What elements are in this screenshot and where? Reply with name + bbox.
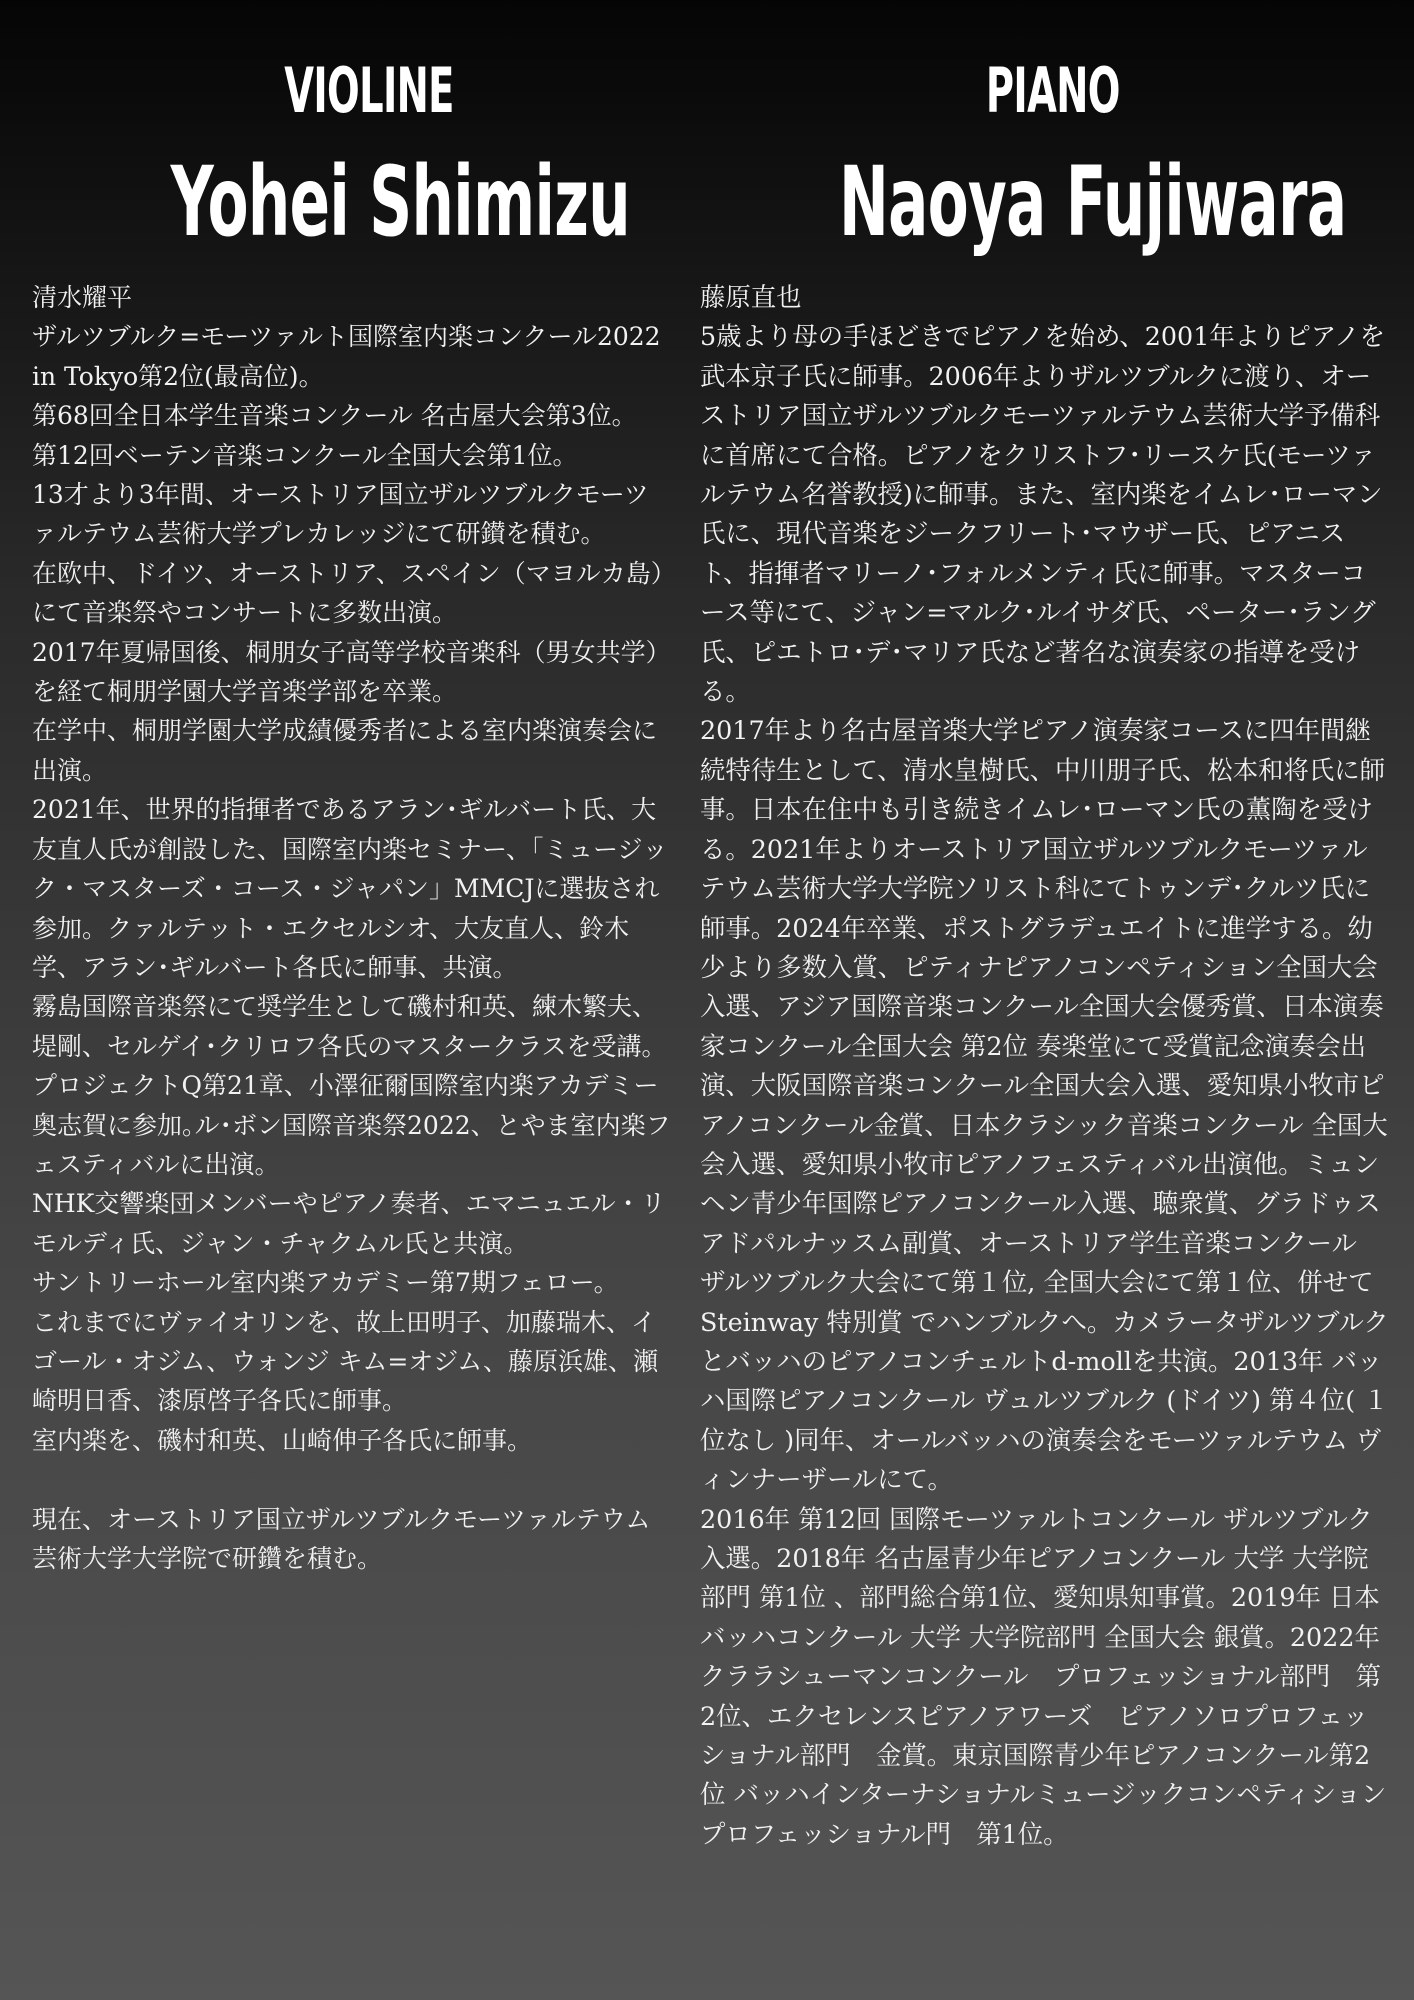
bio-paragraph: 現在、オーストリア国立ザルツブルクモーツァルテウム芸術大学大学院で研鑽を積む。 — [32, 1504, 651, 1573]
bio-paragraph: 5歳より母の手ほどきでピアノを始め、2001年よりピアノを武本京子氏に師事。2006年よりザルツブルクに渡り、オーストリア国立ザルツブルクモーツァルテウム芸術大学予備科に首席にて合格。ピアノをクリストフ･リースケ氏(モーツァルテウム名誉教授)に師事。また、室内楽をイムレ･ローマン氏に、現代音楽をジークフリート･マウザー氏、ピアニスト、指揮者マリーノ･フォルメンティ氏に師事。マスターコース等にて、ジャン=マルク･ルイサダ氏、ペーター･ラング氏、ピエトロ･デ･マリア氏など著名な演奏家の指導を受ける。 — [700, 321, 1386, 707]
bio-spacer — [32, 1460, 672, 1499]
violin-instrument-label: VIOLINE — [284, 54, 454, 127]
piano-performer-name: Naoya Fujiwara — [838, 146, 1347, 258]
piano-instrument-label: PIANO — [985, 54, 1120, 127]
bio-paragraph: ザルツブルク=モーツァルト国際室内楽コンクール2022 in Tokyo第2位(最高位)。 — [32, 322, 661, 391]
violin-bio — [32, 278, 672, 1578]
bio-paragraph: 第68回全日本学生音楽コンクール 名古屋大会第3位。 — [32, 401, 637, 431]
bio-paragraph: 2017年より名古屋音楽大学ピアノ演奏家コースに四年間継続特待生として、清水皇樹氏、中川朋子氏、松本和将氏に師事。日本在住中も引き続きイムレ･ローマン氏の薫陶を受ける。2021年よりオーストリア国立ザルツブルクモーツァルテウム芸術大学大学院ソリスト科にてトゥンデ･クルツ氏に師事。2024年卒業、ポストグラデュエイトに進学する。幼少より多数入賞、ピティナピアノコンペティション全国大会入選、アジア国際音楽コンクール全国大会優秀賞、日本演奏家コンクール全国大会 第2位 奏楽堂にて受賞記念演奏会出演、大阪国際音楽コンクール全国大会入選、愛知県小牧市ピアノコンクール金賞、日本クラシック音楽コンクール 全国大会入選、愛知県小牧市ピアノフェスティバル出演他。ミュンヘン青少年国際ピアノコンクール入選、聴衆賞、グラドゥスアドパルナッスム副賞、オーストリア学生音楽コンクール ザルツブルク大会にて第１位, 全国大会にて第１位、併せて Steinway 特別賞 でハンブルクへ。カメラータザルツブルクとバッハのピアノコンチェルトd-mollを共演。2013年 バッハ国際ピアノコンクール ヴュルツブルク (ドイツ) 第４位( １位なし )同年、オールバッハの演奏会をモーツァルテウム ヴィンナーザールにて。 — [700, 715, 1389, 1495]
violin-performer-name: Yohei Shimizu — [170, 146, 631, 258]
bio-paragraph: 2017年夏帰国後、桐朋女子高等学校音楽科（男女共学）を経て桐朋学園大学音楽学部を卒業。 — [32, 637, 671, 707]
bio-paragraph: プロジェクトQ第21章、小澤征爾国際室内楽アカデミー奥志賀に参加｡ル･ボン国際音楽祭2022、とやま室内楽フェスティバルに出演。 — [32, 1071, 671, 1179]
bio-paragraph: 在欧中、ドイツ、オーストリア、スペイン（マヨルカ島）にて音楽祭やコンサートに多数出演。 — [32, 558, 664, 628]
bio-paragraph: 2016年 第12回 国際モーツァルトコンクール ザルツブルク 入選。2018年 名古屋青少年ピアノコンクール 大学 大学院部門 第1位 、部門総合第1位、愛知県知事賞。2019年 日本バッハコンクール 大学 大学院部門 全国大会 銀賞。2022年 クララシューマンコンクール プロフェッショナル部門 第2位、エクセレンスピアノアワーズ ピアノソロプロフェッショナル部門 金賞。東京国際青少年ピアノコンクール第2位 バッハインターナショナルミュージックコンペティションプロフェッショナル門 第1位。 — [700, 1503, 1387, 1849]
bio-paragraph: 第12回ベーテン音楽コンクール全国大会第1位。 — [32, 440, 578, 470]
bio-paragraph: 室内楽を、磯村和英、山崎伸子各氏に師事。 — [32, 1425, 533, 1455]
bio-paragraph: 2021年、世界的指揮者であるアラン･ギルバート氏、大友直人氏が創設した、国際室内楽セミナー、「ミュージック・マスターズ・コース・ジャパン」MMCJに選抜され参加。クァルテット・エクセルシオ、大友直人、鈴木学、アラン･ギルバート各氏に師事、共演。 — [32, 795, 668, 982]
bio-paragraph: 在学中、桐朋学園大学成績優秀者による室内楽演奏会に出演。 — [32, 716, 658, 785]
bio-paragraph: これまでにヴァイオリンを、故上田明子、加藤瑞木、イゴール・オジム、ウォンジ キム=オジム、藤原浜雄、瀬崎明日香、漆原啓子各氏に師事。 — [32, 1307, 659, 1416]
bio-paragraph: NHK交響楽団メンバーやピアノ奏者、エマニュエル・リモルディ氏、ジャン・チャクムル氏と共演。 — [32, 1189, 666, 1258]
bio-paragraph: 13才より3年間、オーストリア国立ザルツブルクモーツァルテウム芸術大学プレカレッジにて研鑚を積む。 — [32, 480, 649, 549]
piano-bio — [700, 278, 1390, 1854]
violin-name-ja: 清水耀平 — [32, 283, 133, 312]
violin-column — [32, 0, 672, 2000]
piano-name-ja: 藤原直也 — [700, 282, 802, 312]
bio-paragraph: サントリーホール室内楽アカデミー第7期フェロー。 — [32, 1268, 619, 1298]
piano-column — [700, 0, 1390, 2000]
bio-paragraph: 霧島国際音楽祭にて奨学生として磯村和英、練木繁夫、堤剛、セルゲイ･クリロフ各氏のマスタークラスを受講。 — [32, 992, 667, 1061]
